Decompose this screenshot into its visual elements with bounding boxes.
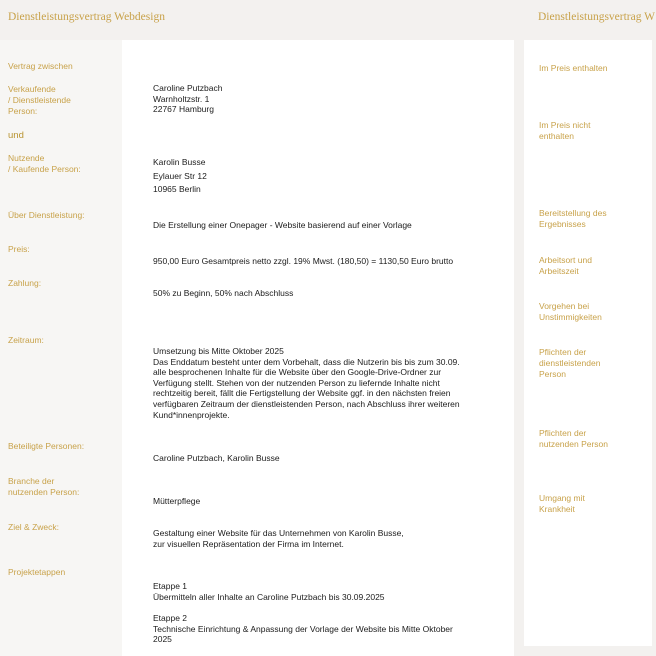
industry-value: Mütterpflege (153, 496, 201, 506)
seller-address: Caroline Putzbach Warnholtzstr. 1 22767 Hamburg (153, 83, 223, 115)
label-payment: Zahlung: (8, 278, 42, 288)
buyer-name: Karolin Busse (153, 157, 206, 167)
label-service: Über Dienstleistung: (8, 210, 85, 220)
goal-value: Gestaltung einer Website für das Unternehmen von Karolin Busse, zur visuellen Repräsentation der Firma im Internet. (153, 528, 404, 549)
persons-value: Caroline Putzbach, Karolin Busse (153, 453, 280, 463)
label-provider-duties: Pflichten der dienstleistenden Person (539, 347, 601, 379)
label-industry: Branche der nutzenden Person: (8, 476, 80, 497)
stage-1: Etappe 1 Übermitteln aller Inhalte an Caroline Putzbach bis 30.09.2025 (153, 581, 385, 602)
buyer-city: 10965 Berlin (153, 184, 201, 194)
payment-value: 50% zu Beginn, 50% nach Abschluss (153, 288, 294, 298)
timeframe-value: Umsetzung bis Mitte Oktober 2025 Das Enddatum besteht unter dem Vorbehalt, dass die Nutzerin bis bis zum 30.09. alle besprochenen Inhalte für die Website über den Google-Drive-Ordner zur Verfügung stellt. Stehen von der nutzenden Person zu liefernde Inhalte nicht rechtzeitig bereit, fällt die Fertigstellung der Website ggf. in den nächsten freien verfügbaren Zeitraum der dienstleistenden Person, nach Abschluss ihrer weiteren Kund*innenprojekte. (153, 346, 460, 420)
service-value: Die Erstellung einer Onepager - Website basierend auf einer Vorlage (153, 220, 412, 230)
document-title: Dienstleistungsvertrag Webdesign (8, 11, 165, 23)
label-timeframe: Zeitraum: (8, 335, 44, 345)
label-and: und (8, 130, 24, 141)
label-buyer: Nutzende / Kaufende Person: (8, 153, 81, 174)
label-workplace-worktime: Arbeitsort und Arbeitszeit (539, 255, 592, 276)
label-persons: Beteiligte Personen: (8, 441, 85, 451)
label-not-included-in-price: Im Preis nicht enthalten (539, 120, 591, 141)
price-value: 950,00 Euro Gesamtpreis netto zzgl. 19% Mwst. (180,50) = 1130,50 Euro brutto (153, 256, 454, 266)
label-goal: Ziel & Zweck: (8, 522, 60, 532)
label-user-duties: Pflichten der nutzenden Person (539, 428, 608, 449)
stage-2: Etappe 2 Technische Einrichtung & Anpassung der Vorlage der Website bis Mitte Oktober 2025 (153, 613, 453, 645)
document-title-next-page: Dienstleistungsvertrag W (538, 11, 655, 23)
label-contract-between: Vertrag zwischen (8, 61, 73, 71)
label-illness-handling: Umgang mit Krankheit (539, 493, 585, 514)
label-seller: Verkaufende / Dienstleistende Person: (8, 84, 71, 116)
label-disagreement-procedure: Vorgehen bei Unstimmigkeiten (539, 301, 602, 322)
buyer-street: Eylauer Str 12 (153, 171, 207, 181)
label-included-in-price: Im Preis enthalten (539, 63, 608, 73)
label-price: Preis: (8, 244, 30, 254)
label-delivery-of-result: Bereitstellung des Ergebnisses (539, 208, 607, 229)
label-project-stages: Projektetappen (8, 567, 66, 577)
